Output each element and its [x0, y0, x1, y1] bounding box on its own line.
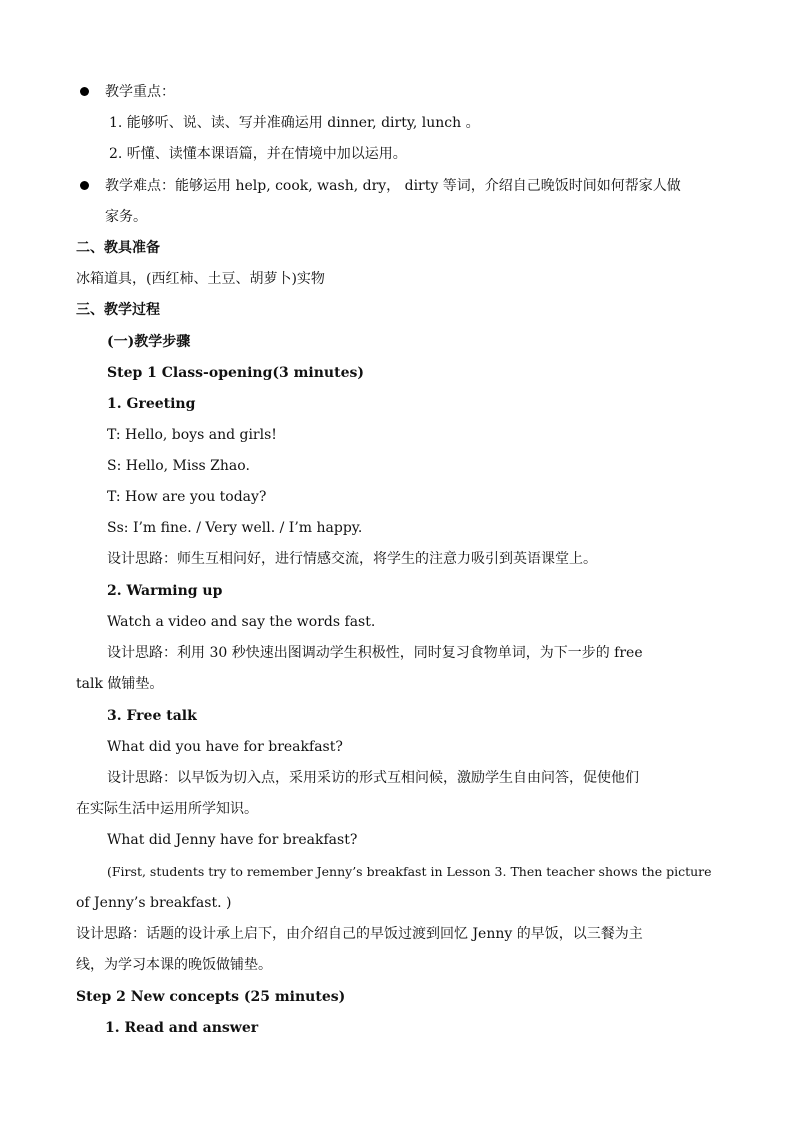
materials-text: 冰箱道具，(西红柿、土豆、胡萝卜)实物	[76, 271, 325, 287]
dialogue-line: T: Hello, boys and girls!	[107, 427, 277, 443]
design-rationale-cont: 线，为学习本课的晚饭做铺垫。	[76, 957, 272, 973]
free-talk-heading: 3. Free talk	[107, 708, 197, 724]
key-points-heading: 教学重点：	[105, 84, 175, 100]
dialogue-line: S: Hello, Miss Zhao.	[107, 458, 250, 474]
key-point-1: 1. 能够听、说、读、写并准确运用 dinner, dirty, lunch 。	[109, 115, 480, 131]
question-text: What did Jenny have for breakfast?	[107, 832, 358, 848]
subsection-heading-steps: (一)教学步骤	[107, 334, 191, 350]
design-rationale-cont: talk 做铺垫。	[76, 676, 164, 692]
key-point-2: 2. 听懂、读懂本课语篇，并在情境中加以运用。	[109, 146, 407, 162]
section-heading-process: 三、教学过程	[76, 302, 160, 318]
warming-up-text: Watch a video and say the words fast.	[107, 614, 376, 630]
difficulty-text-cont: 家务。	[105, 209, 147, 225]
dialogue-line: Ss: I’m fine. / Very well. / I’m happy.	[107, 520, 363, 536]
difficulty-text: 教学难点：能够运用 help, cook, wash, dry， dirty 等词，介绍自己晚饭时间如何帮家人做	[105, 178, 681, 194]
bullet-icon	[80, 181, 89, 190]
design-rationale-cont: 在实际生活中运用所学知识。	[76, 801, 258, 817]
step2-heading: Step 2 New concepts (25 minutes)	[76, 989, 346, 1005]
design-rationale: 设计思路：以早饭为切入点，采用采访的形式互相问候，激励学生自由问答，促使他们	[107, 770, 639, 786]
read-and-answer-heading: 1. Read and answer	[105, 1020, 259, 1036]
question-text: What did you have for breakfast?	[107, 739, 343, 755]
bullet-icon	[80, 87, 89, 96]
instruction-text-cont: of Jenny’s breakfast. )	[76, 895, 232, 911]
design-rationale: 设计思路：利用 30 秒快速出图调动学生积极性，同时复习食物单词，为下一步的 free	[107, 645, 643, 661]
instruction-text: (First, students try to remember Jenny’s breakfast in Lesson 3. Then teacher shows the picture	[107, 864, 712, 879]
section-heading-materials: 二、教具准备	[76, 240, 160, 256]
step1-heading: Step 1 Class-opening(3 minutes)	[107, 365, 364, 381]
design-rationale: 设计思路：话题的设计承上启下，由介绍自己的早饭过渡到回忆 Jenny 的早饭，以三餐为主	[76, 926, 643, 942]
dialogue-line: T: How are you today?	[107, 489, 267, 505]
warming-up-heading: 2. Warming up	[107, 583, 223, 599]
design-rationale: 设计思路：师生互相问好，进行情感交流，将学生的注意力吸引到英语课堂上。	[107, 551, 597, 567]
greeting-heading: 1. Greeting	[107, 396, 196, 412]
